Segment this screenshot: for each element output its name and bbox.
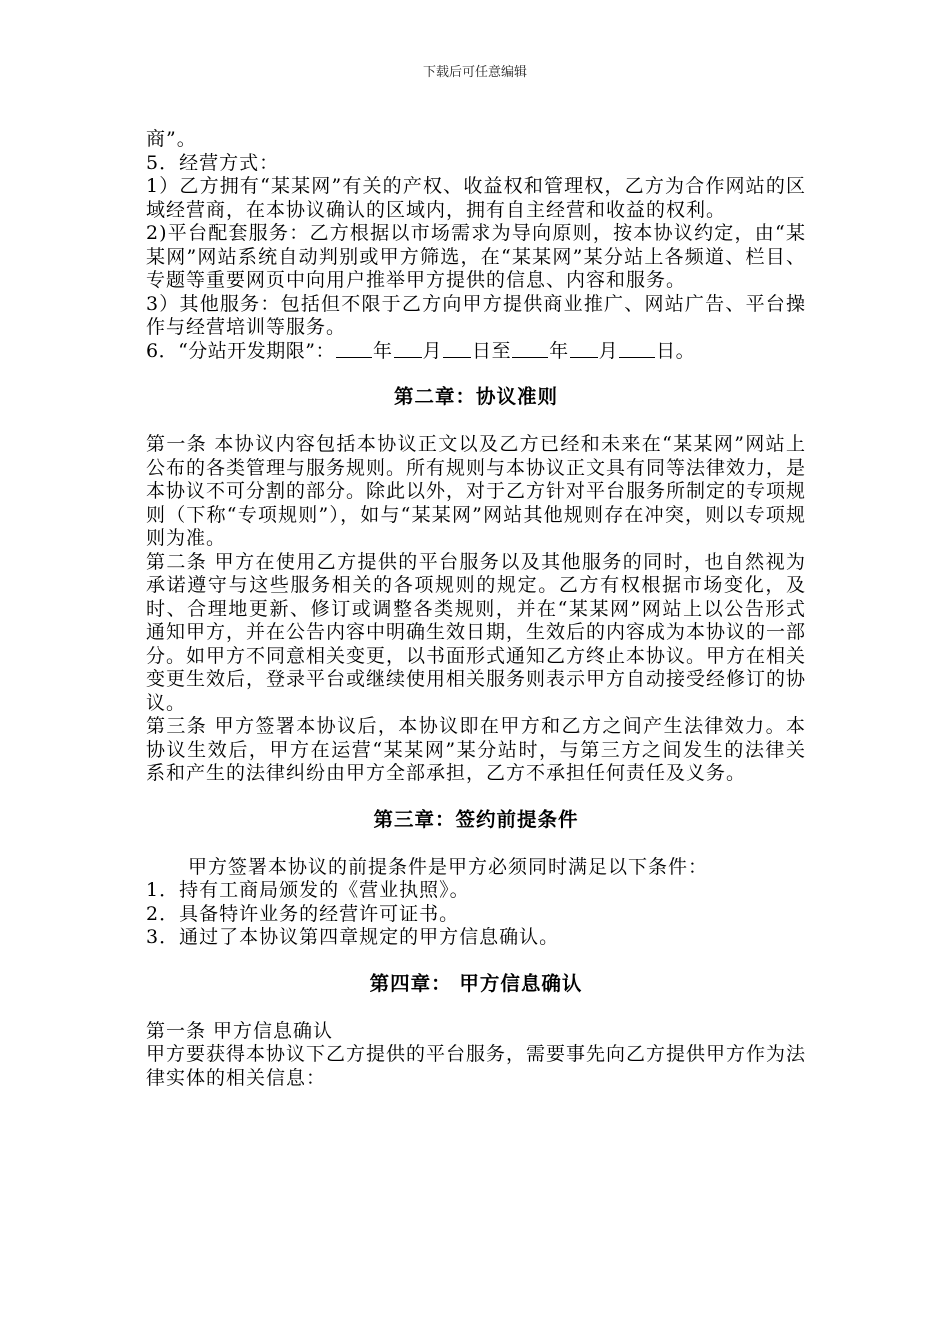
chapter-3-intro: 甲方签署本协议的前提条件是甲方必须同时满足以下条件：: [188, 855, 709, 878]
item-5-3: 3）其他服务：包括但不限于乙方向甲方提供商业推广、网站广告、平台操作与经营培训等服务。: [146, 292, 806, 338]
page-header: 下载后可任意编辑: [422, 65, 527, 80]
item-6-period: [146, 340, 806, 364]
end-month-blank: [570, 341, 598, 358]
start-day-blank: [443, 341, 471, 358]
list-item: 1．持有工商局颁发的《营业执照》。: [146, 879, 470, 901]
chapter-4-article-1-body: 甲方要获得本协议下乙方提供的平台服务，需要事先向乙方提供甲方作为法律实体的相关信息：: [146, 1043, 807, 1089]
start-month-blank: [394, 341, 422, 358]
chapter-3-title: 第三章：签约前提条件: [373, 807, 579, 831]
period-label: 6．“分站开发期限”：: [146, 339, 336, 362]
chapter-2-article-3: 第三条 甲方签署本协议后，本协议即在甲方和乙方之间产生法律效力。本协议生效后，甲方在运营“某某网”某分站时，与第三方之间发生的法律关系和产生的法律纠纷由甲方全部承担，乙方不承担任何责任及义务。: [146, 715, 806, 784]
chapter-2-article-1: 第一条 本协议内容包括本协议正文以及乙方已经和未来在“某某网”网站上公布的各类管理与服务规则。所有规则与本协议正文具有同等法律效力，是本协议不可分割的部分。除此以外，对于乙方针对平台服务所制定的专项规则（下称“专项规则”），如与“某某网”网站其他规则存在冲突，则以专项规则为准。: [146, 433, 807, 549]
end-day-blank: [619, 341, 655, 358]
to-label: 至: [491, 339, 512, 362]
continued-line: 商”。: [146, 128, 197, 150]
document-body: [146, 128, 806, 1090]
item-5-heading: 5．经营方式：: [146, 151, 280, 174]
item-5-1: 1）乙方拥有“某某网”有关的产权、收益权和管理权，乙方为合作网站的区域经营商，在本协议确认的区域内，拥有自主经营和收益的权利。: [146, 175, 806, 221]
month-label: 月: [422, 339, 443, 362]
chapter-2-title: 第二章：协议准则: [393, 385, 558, 408]
start-year-blank: [336, 341, 372, 358]
end-year-blank: [512, 341, 548, 358]
chapter-4-article-1-title: 第一条 甲方信息确认: [146, 1019, 334, 1042]
end-day-label: 日。: [656, 339, 696, 362]
chapter-2-article-2: 第二条 甲方在使用乙方提供的平台服务以及其他服务的同时，也自然视为承诺遵守与这些服务相关的各项规则的规定。乙方有权根据市场变化，及时、合理地更新、修订或调整各类规则，并在“某某网”网站上以公告形式通知甲方，并在公告内容中明确生效日期，生效后的内容成为本协议的一部分。如甲方不同意相关变更，以书面形式通知乙方终止本协议。甲方在相关变更生效后，登录平台或继续使用相关服务则表示甲方自动接受经修订的协议。: [146, 550, 807, 714]
list-item: 2．具备特许业务的经营许可证书。: [146, 902, 460, 925]
year-label: 年: [373, 339, 393, 362]
list-item: 3．通过了本协议第四章规定的甲方信息确认。: [146, 926, 560, 948]
month-label-2: 月: [598, 339, 619, 362]
chapter-4-title: 第四章： 甲方信息确认: [369, 971, 583, 995]
day-label: 日: [472, 339, 492, 362]
year-label-2: 年: [549, 339, 569, 362]
item-5-2: 2)平台配套服务：乙方根据以市场需求为导向原则，按本协议约定，由“某某网”网站系统自动判别或甲方筛选，在“某某网”某分站上各频道、栏目、专题等重要网页中向用户推举甲方提供的信息、内容和服务。: [146, 222, 806, 291]
